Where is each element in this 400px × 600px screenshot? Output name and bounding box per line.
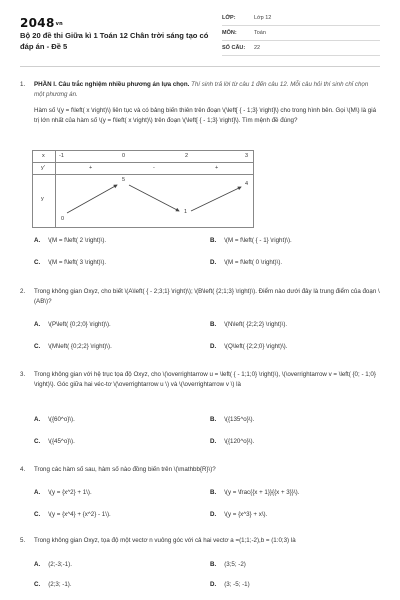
table-x-value: -1 <box>59 153 64 159</box>
option-letter: C. <box>34 438 41 445</box>
option-text: \(M = f\left( 0 \right)\). <box>224 259 283 266</box>
arrow-increasing <box>191 187 241 211</box>
table-y-value: 0 <box>61 216 65 222</box>
option-text: \(P\left( {0;2;0} \right)\). <box>48 321 111 328</box>
question-number: 3. <box>20 371 26 378</box>
table-derivative-label: y' <box>41 165 45 171</box>
option-a[interactable] <box>34 237 106 244</box>
table-derivative-sign: + <box>215 165 219 171</box>
option-c[interactable] <box>34 581 72 588</box>
option-d[interactable] <box>210 343 287 350</box>
option-text: \({120^o}\). <box>224 438 255 445</box>
meta-value: Lớp 12 <box>254 15 272 21</box>
option-a[interactable] <box>34 321 111 328</box>
question-text: Trong không gian với hệ trục tọa độ Oxyz, cho \(\overrightarrow u = \left( { - 1;1;0} \right)\), \(\overrightarrow v = \left( {0; - 1;0} \right)\). Góc giữa hai véc-tơ \(\overrightarrow u \) và \(\overrightarrow v \) là <box>34 371 376 388</box>
option-b[interactable] <box>210 321 287 328</box>
option-b[interactable] <box>210 237 292 244</box>
option-letter: D. <box>210 259 217 266</box>
site-logo[interactable] <box>20 16 63 30</box>
option-text: \(y = {x^4} + {x^2} - 1\). <box>48 511 111 518</box>
option-c[interactable] <box>34 259 106 266</box>
option-letter: A. <box>34 489 41 496</box>
option-letter: B. <box>210 489 217 496</box>
option-letter: A. <box>34 237 41 244</box>
option-b[interactable] <box>210 561 246 568</box>
option-text: (3; -5; -1) <box>224 581 250 588</box>
option-text: (2;-3;-1). <box>48 561 72 568</box>
option-letter: B. <box>210 237 217 244</box>
option-text: \(M = f\left( 3 \right)\). <box>48 259 107 266</box>
option-d[interactable] <box>210 259 282 266</box>
question-2 <box>20 287 380 306</box>
option-letter: D. <box>210 438 217 445</box>
question-5 <box>20 536 380 546</box>
option-text: \(M = f\left( 2 \right)\). <box>48 237 107 244</box>
arrow-increasing <box>67 185 117 213</box>
option-b[interactable] <box>210 489 299 496</box>
meta-key: MÔN: <box>222 30 237 36</box>
table-x-value: 0 <box>122 153 126 159</box>
table-x-value: 3 <box>245 153 249 159</box>
option-text: \(y = {x^2} + 1\). <box>48 489 92 496</box>
option-letter: A. <box>34 416 41 423</box>
option-text: \({135^o}\). <box>224 416 255 423</box>
option-letter: B. <box>210 561 217 568</box>
option-letter: D. <box>210 343 217 350</box>
variation-table <box>32 150 254 228</box>
option-letter: A. <box>34 321 41 328</box>
header-divider <box>20 66 380 67</box>
option-d[interactable] <box>210 438 254 445</box>
part-heading <box>34 80 380 99</box>
option-letter: C. <box>34 259 41 266</box>
question-number: 2. <box>20 288 26 295</box>
question-1 <box>20 80 380 125</box>
option-letter: C. <box>34 511 41 518</box>
variation-arrows <box>33 151 253 227</box>
option-text: (2;3; -1). <box>48 581 72 588</box>
question-text: Hàm số \(y = f\left( x \right)\) liên tục và có bảng biến thiên trên đoạn \(\left[ { - 1;3} \right]\) cho trong hình bên. Gọi \(M\) là giá trị lớn nhất của hàm số \(y = f\left( x \right)\) trên đoạn \(\left[ { - 1;3} \right]\). Tìm mệnh đề đúng? <box>34 107 377 124</box>
question-text: Trong các hàm số sau, hàm số nào đồng biến trên \(\mathbb{R}\)? <box>34 466 216 473</box>
page-title: Bộ 20 đề thi Giữa kì 1 Toán 12 Chân trời sáng tạo có đáp án - Đề 5 <box>20 31 209 51</box>
meta-row-subject <box>222 26 380 41</box>
table-x-value: 2 <box>185 153 189 159</box>
option-letter: B. <box>210 416 217 423</box>
option-letter: A. <box>34 561 41 568</box>
question-4 <box>20 465 380 475</box>
table-y-value: 4 <box>245 181 249 187</box>
arrow-decreasing <box>129 185 179 211</box>
option-letter: D. <box>210 581 217 588</box>
question-3 <box>20 370 380 389</box>
option-d[interactable] <box>210 581 250 588</box>
table-derivative-sign: + <box>89 165 93 171</box>
option-text: \(y = {x^3} + x\). <box>224 511 268 518</box>
question-text: Trong không gian Oxyz, tọa độ một vectơ n vuông góc với cả hai vectơ a =(1;1;-2),b = (1:0;3) là <box>34 537 296 544</box>
option-text: \({45^o}\). <box>48 438 75 445</box>
option-letter: C. <box>34 343 41 350</box>
part-title: PHẦN I. Câu trắc nghiệm nhiều phương án lựa chọn. <box>34 81 190 88</box>
question-number: 1. <box>20 81 26 88</box>
logo-text: 2048 <box>20 16 55 30</box>
option-a[interactable] <box>34 561 72 568</box>
option-d[interactable] <box>210 511 267 518</box>
table-x-label: x <box>42 153 45 159</box>
exam-meta <box>222 11 380 56</box>
meta-row-class <box>222 11 380 26</box>
meta-row-count <box>222 41 380 56</box>
option-letter: C. <box>34 581 41 588</box>
question-text: Trong không gian Oxyz, cho biết \(A\left( { - 2;3;1} \right)\); \(B\left( {2;1;3} \right)\). Điểm nào dưới đây là trung điểm của đoạn \(AB\)? <box>34 288 380 305</box>
option-text: (3;5; -2) <box>224 561 246 568</box>
option-a[interactable] <box>34 489 92 496</box>
option-c[interactable] <box>34 511 111 518</box>
logo-suffix: vn <box>55 21 64 27</box>
meta-value: 22 <box>254 45 261 51</box>
option-b[interactable] <box>210 416 254 423</box>
question-number: 5. <box>20 537 26 544</box>
option-text: \(Q\left( {2;2;0} \right)\). <box>224 343 288 350</box>
option-text: \({60^o}\). <box>48 416 75 423</box>
meta-key: SỐ CÂU: <box>222 45 246 51</box>
option-c[interactable] <box>34 343 112 350</box>
option-text: \(N\left( {2;2;2} \right)\). <box>224 321 288 328</box>
option-c[interactable] <box>34 438 75 445</box>
part-note: Thí sinh trả lời từ câu 1 đến câu 12. Mỗi câu hỏi thí sinh chỉ chọn một phương án. <box>34 81 369 98</box>
table-derivative-sign: - <box>153 165 155 171</box>
option-a[interactable] <box>34 416 75 423</box>
question-number: 4. <box>20 466 26 473</box>
meta-key: LỚP: <box>222 15 236 21</box>
option-letter: D. <box>210 511 217 518</box>
option-text: \(M\left( {0;2;2} \right)\). <box>48 343 112 350</box>
option-text: \(y = \frac{{x + 1}}{{x + 3}}\). <box>224 489 300 496</box>
table-y-value: 1 <box>184 209 188 215</box>
option-text: \(M = f\left( { - 1} \right)\). <box>224 237 292 244</box>
table-y-label: y <box>41 196 44 202</box>
meta-value: Toán <box>254 30 266 36</box>
table-y-value: 5 <box>122 177 126 183</box>
option-letter: B. <box>210 321 217 328</box>
